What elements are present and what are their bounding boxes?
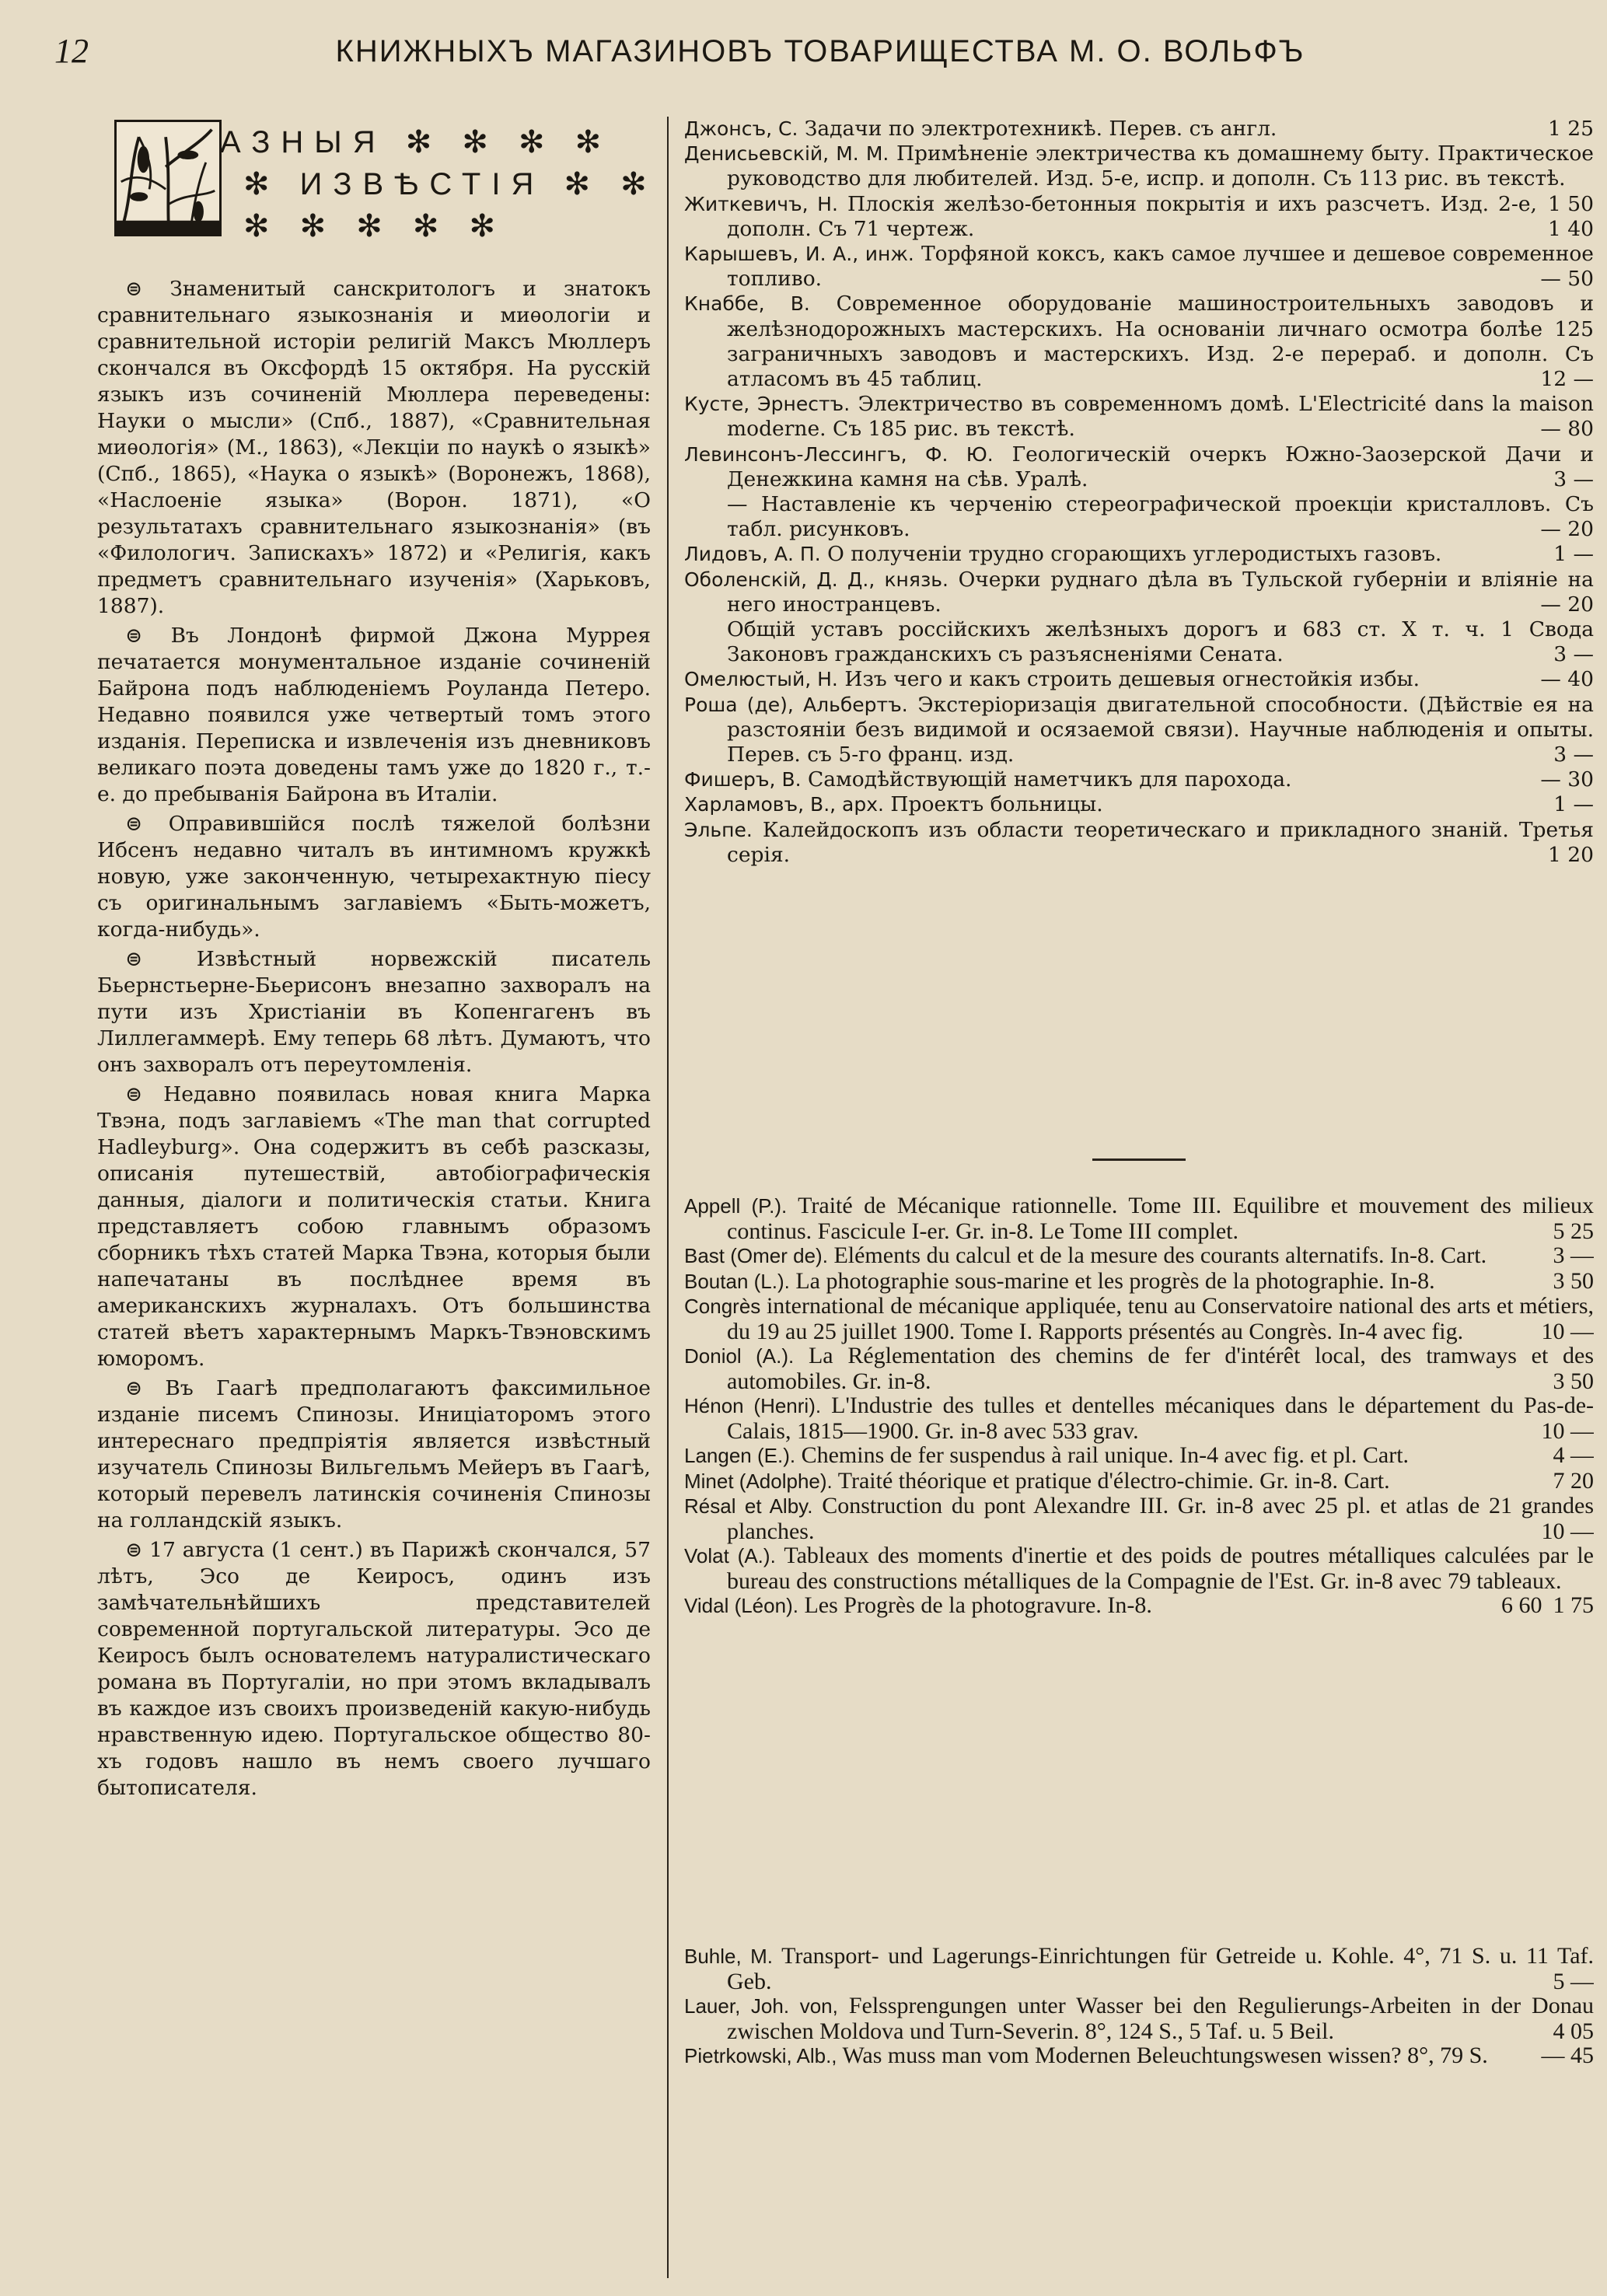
book-author: Левинсонъ-Лессингъ, Ф. Ю.	[684, 442, 994, 466]
book-entry	[684, 1193, 1594, 1243]
book-author: Appell (P.).	[684, 1194, 788, 1218]
book-title: — Наставленіе къ черченію стереографической проекціи кристалловъ. Съ табл. рисунковъ.	[727, 492, 1594, 542]
book-entry	[684, 192, 1594, 242]
book-author: Оболенскій, Д. Д., князь.	[684, 568, 948, 591]
book-price: 6 60	[1501, 1592, 1542, 1618]
book-title: La Réglementation des chemins de fer d'intérêt local, des tramways et des automobiles. Gr. in-8.	[727, 1343, 1594, 1394]
book-price: 10 —	[1541, 1318, 1594, 1344]
book-title: Задачи по электротехникѣ. Перев. съ англ.	[804, 117, 1277, 141]
book-price: 4 —	[1553, 1442, 1594, 1468]
book-price: 12 —	[1540, 367, 1594, 392]
book-entry	[684, 1393, 1594, 1443]
book-author: Bast (Omer de).	[684, 1244, 828, 1267]
book-price: 3 —	[1553, 743, 1594, 767]
book-entry	[684, 693, 1594, 768]
book-price: 3 —	[1553, 467, 1594, 491]
book-author: Langen (E.).	[684, 1444, 796, 1467]
book-price: 1 —	[1553, 792, 1594, 817]
news-item: ⊜ Недавно появилась новая книга Марка Твэна, подъ заглавіемъ «The man that corrupted Hadleyburg». Она содержитъ въ себѣ разсказы, описанія путешествій, автобіографическія данныя, діалоги и политическія статьи. Книга представляетъ собою главнымъ образомъ сборникъ тѣхъ статей Марка Твэна, которыя были напечатаны въ послѣднее время въ американскихъ журналахъ. Отъ большинства статей вѣетъ характернымъ Маркъ-Твэновскимъ юморомъ.	[97, 1082, 651, 1371]
book-price: — 20	[1540, 517, 1594, 542]
book-price: 3 —	[1553, 1242, 1594, 1268]
russian-books-list	[684, 117, 1594, 1127]
book-author: Фишеръ, В.	[684, 768, 802, 792]
book-price: 1 40	[1547, 216, 1594, 241]
book-entry	[684, 492, 1594, 542]
book-entry	[684, 1593, 1594, 1619]
header-title: КНИЖНЫХЪ МАГАЗИНОВЪ ТОВАРИЩЕСТВА М. О. ВОЛЬФЪ	[335, 34, 1305, 68]
book-entry	[684, 117, 1594, 142]
book-author: Кусте, Эрнестъ.	[684, 393, 851, 416]
book-author: Doniol (A.).	[684, 1344, 795, 1368]
book-author: Volat (A.).	[684, 1544, 776, 1567]
book-price: 5 —	[1553, 1968, 1594, 1994]
french-books-list	[684, 1193, 1594, 1870]
book-author: Лидовъ, А. П.	[684, 543, 821, 566]
book-title: Общій уставъ россійскихъ желѣзныхъ дорогъ и 683 ст. X т. ч. 1 Свода Законовъ гражданскихъ съ разъясненіями Сената.	[727, 617, 1594, 667]
heading-line-2: ✻ ИЗВѢСТІЯ ✻ ✻	[243, 167, 658, 201]
book-price: — 80	[1540, 417, 1594, 442]
book-entry	[684, 667, 1594, 692]
book-price: 7 20	[1553, 1467, 1594, 1494]
book-title: Was muss man vom Modernen Beleuchtungswesen wissen? 8°, 79 S.	[842, 2043, 1488, 2068]
book-entry	[684, 292, 1594, 392]
book-entry	[684, 1344, 1594, 1393]
news-item: ⊜ 17 августа (1 сент.) въ Парижѣ скончался, 57 лѣтъ, Эсо де Кеиросъ, одинъ изъ замѣчательнѣйшихъ представителей современной португальской литературы. Эсо де Кеиросъ былъ основателемъ натуралистическаго романа въ Португаліи, но при этомъ вкладывалъ въ каждое изъ своихъ произведеній какую-нибудь нравственную идею. Португальское общество 80-хъ годовъ нашло въ немъ своего лучшаго бытописателя.	[97, 1538, 651, 1800]
book-price: 3 50	[1553, 1368, 1594, 1394]
news-item: ⊜ Въ Лондонѣ фирмой Джона Муррея печатается монументальное изданіе сочиненій Байрона подъ наблюденіемъ Роуланда Петеро. Недавно появился уже четвертый томъ этого изданія. Переписка и извлеченія изъ дневниковъ великаго поэта доведены тамъ уже до 1820 г., т.-е. до пребыванія Байрона въ Италіи.	[97, 624, 651, 806]
book-entry	[684, 1243, 1594, 1269]
book-price: 1 —	[1553, 542, 1594, 567]
book-title: Construction du pont Alexandre III. Gr. in-8 avec 25 pl. et atlas de 21 grandes planches.	[727, 1493, 1594, 1544]
book-title: Изъ чего и какъ строить дешевыя огнестойкія избы.	[844, 667, 1420, 692]
ornamental-initial-icon	[114, 120, 222, 236]
book-entry	[684, 792, 1594, 817]
book-entry	[684, 242, 1594, 292]
book-title: О полученіи трудно сгорающихъ углеродистыхъ газовъ.	[827, 542, 1442, 567]
news-heading	[97, 117, 658, 276]
book-title: Современное оборудованіе машиностроительныхъ заводовъ и желѣзнодорожныхъ мастерскихъ. На основаніи личнаго осмотра болѣе 125 заграничныхъ заводовъ и мастерскихъ. Изд. 2-е перераб. и дополн. Съ атласомъ въ 45 таблиц.	[727, 292, 1594, 392]
book-price: 10 —	[1541, 1417, 1594, 1444]
book-list-column	[684, 117, 1594, 2161]
book-entry	[684, 818, 1594, 868]
book-title: Примѣненіе электричества къ домашнему быту. Практическое руководство для любителей. Изд. 5-е, испр. и дополн. Съ 113 рис. въ текстѣ.	[727, 142, 1594, 191]
running-head	[54, 31, 1586, 78]
book-author: Pietrkowski, Alb.,	[684, 2044, 837, 2067]
book-price: 1 25	[1547, 117, 1594, 141]
book-title: Торфяной коксъ, какъ самое лучшее и дешевое современное топливо.	[727, 242, 1594, 292]
book-title: La photographie sous-marine et les progrès de la photographie. In-8.	[795, 1267, 1435, 1294]
book-title: L'Industrie des tulles et dentelles mécaniques dans le département du Pas-de-Calais, 1815—1900. Gr. in-8 avec 533 grav.	[727, 1393, 1594, 1444]
book-price: 10 —	[1541, 1518, 1594, 1544]
book-title: Transport- und Lagerungs-Einrichtungen für Getreide u. Kohle. 4°, 71 S. u. 11 Taf. Geb.	[727, 1944, 1594, 1994]
book-author: Lauer, Joh. von,	[684, 1994, 838, 2018]
book-author: Карышевъ, И. А., инж.	[684, 243, 914, 266]
book-author: Харламовъ, В., арх.	[684, 793, 884, 816]
book-entry	[684, 1294, 1594, 1344]
book-entry	[684, 1469, 1594, 1494]
book-entry	[684, 442, 1594, 492]
book-author: Житкевичъ, Н.	[684, 192, 838, 215]
book-author: Джонсъ, С.	[684, 117, 798, 140]
news-item: ⊜ Извѣстный норвежскій писатель Бьернстьерне-Бьерисонъ внезапно захворалъ на пути изъ Христіаніи въ Копенгагенъ въ Лиллегаммерѣ. Ему теперь 68 лѣтъ. Думаютъ, что онъ захворалъ отъ переутомленія.	[97, 947, 651, 1077]
page-number: 12	[54, 32, 89, 70]
book-title: Traité théorique et pratique d'électro-chimie. Gr. in-8. Cart.	[837, 1467, 1390, 1494]
news-heading-text	[220, 121, 658, 247]
section-divider	[1092, 1158, 1186, 1161]
book-title: Eléments du calcul et de la mesure des courants alternatifs. In-8. Cart.	[833, 1242, 1487, 1268]
book-price: 3 50	[1553, 1267, 1594, 1294]
book-title: Felssprengungen unter Wasser bei den Regulierungs-Arbeiten in der Donau zwischen Moldova und Turn-Severin. 8°, 124 S., 5 Taf. u. 5 Beil.	[727, 1993, 1594, 2044]
book-title: Электричество въ современномъ домѣ. L'Electricité dans la maison moderne. Съ 185 рис. въ текстѣ.	[727, 392, 1594, 442]
book-title: Плоскія желѣзо-бетонныя покрытія и ихъ разсчетъ. Изд. 2-е, дополн. Съ 71 чертеж.	[727, 191, 1537, 241]
book-price: — 20	[1540, 592, 1594, 617]
book-entry	[684, 568, 1594, 617]
book-title: Геологическій очеркъ Южно-Заозерской Дачи и Денежкина камня на сѣв. Уралѣ.	[727, 442, 1594, 491]
book-entry	[684, 2043, 1594, 2069]
news-item: ⊜ Знаменитый санскритологъ и знатокъ сравнительнаго языкознанія и миѳологіи и сравнительной исторіи религій Максъ Мюллеръ скончался въ Оксфордѣ 15 октября. На русскій языкъ изъ сочиненій Мюллера переведены: Науки о мысли» (Спб., 1887), «Сравнительная миѳологія» (М., 1863), «Лекціи по наукѣ о языкѣ» (Спб., 1865), «Наука о языкѣ» (Воронежъ, 1868), «Наслоеніе языка» (Ворон. 1871), «О результатахъ сравнительнаго языкознанія» (въ «Филологич. Запискахъ» 1872) и «Религія, какъ предметъ сравнительнаго изученія» (Харьковъ, 1887).	[97, 277, 651, 618]
book-title: Калейдоскопъ изъ области теоретическаго и прикладного знаній. Третья серія.	[727, 817, 1594, 867]
book-author: Buhle, M.	[684, 1945, 773, 1968]
book-price: 5 25	[1553, 1218, 1594, 1244]
book-entry	[684, 1994, 1594, 2043]
book-title: Les Progrès de la photogravure. In-8.	[804, 1592, 1152, 1618]
book-price: 3 —	[1553, 642, 1594, 667]
book-entry	[684, 767, 1594, 792]
book-author: Денисьевскій, М. М.	[684, 142, 889, 166]
book-entry	[684, 392, 1594, 442]
german-books-list	[684, 1944, 1594, 2161]
news-column	[97, 117, 658, 1805]
book-price: 1 75	[1553, 1592, 1594, 1618]
book-title: Экстеріоризація двигательной способности. (Дѣйствіе ея на разстояніи безъ видимой и осязаемой связи). Научные наблюденія и опыты. Перев. съ 5-го франц. изд.	[727, 692, 1594, 767]
book-price: 4 05	[1553, 2018, 1594, 2044]
book-title: Tableaux des moments d'inertie et des poids de poutres métalliques calculées par le bureau des constructions métalliques de la Compagnie de l'Est. Gr. in-8 avec 79 tableaux.	[727, 1543, 1594, 1594]
news-item: ⊜ Оправившійся послѣ тяжелой болѣзни Ибсенъ недавно читалъ въ интимномъ кружкѣ новую, уже законченную, четырехактную піесу съ оригинальнымъ заглавіемъ «Быть-можетъ, когда-нибудь».	[97, 812, 651, 942]
news-item: ⊜ Въ Гаагѣ предполагаютъ факсимильное изданіе писемъ Спинозы. Иниціаторомъ этого интереснаго предпріятія является извѣстный изучатель Спинозы Вильгельмъ Мейеръ въ Гаагѣ, который перевелъ латинскія сочиненія Спинозы на голландскій языкъ.	[97, 1376, 651, 1532]
book-title: Chemins de fer suspendus à rail unique. In-4 avec fig. et pl. Cart.	[801, 1442, 1410, 1468]
book-entry	[684, 1494, 1594, 1543]
book-author: Hénon (Henri).	[684, 1394, 822, 1417]
book-entry	[684, 1269, 1594, 1295]
book-author: Vidal (Léon).	[684, 1594, 798, 1617]
book-author: Résal et Alby.	[684, 1494, 813, 1518]
book-entry	[684, 1944, 1594, 1994]
book-price: 1 50	[1547, 191, 1594, 216]
book-title: international de mécanique appliquée, tenu au Conservatoire national des arts et métiers, du 19 au 25 juillet 1900. Tome I. Rapports présentés au Congrès. In-4 avec fig.	[727, 1293, 1594, 1344]
book-author: Boutan (L.).	[684, 1269, 790, 1293]
heading-line-1: АЗНЫЯ ✻ ✻ ✻ ✻	[220, 125, 613, 159]
book-title: Очерки руднаго дѣла въ Тульской губерніи и вліяніе на него иностранцевъ.	[727, 567, 1594, 617]
book-price: — 45	[1541, 2043, 1594, 2068]
book-author: Эльпе.	[684, 818, 753, 841]
book-entry	[684, 617, 1594, 667]
book-author: Омелюстый, Н.	[684, 668, 838, 691]
book-author: Кнаббе, В.	[684, 292, 810, 316]
book-price: — 30	[1540, 767, 1594, 792]
book-title: Самодѣйствующій наметчикъ для парохода.	[808, 767, 1292, 792]
heading-line-3: ✻ ✻ ✻ ✻ ✻	[243, 209, 507, 243]
book-price: — 40	[1540, 667, 1594, 692]
book-author: Роша (де), Альбертъ.	[684, 693, 908, 716]
news-list	[97, 276, 651, 1802]
book-author: Congrès	[684, 1295, 761, 1318]
book-price: 1 20	[1547, 842, 1594, 867]
book-price: — 50	[1540, 267, 1594, 292]
book-entry	[684, 542, 1594, 567]
section-gap	[684, 1870, 1594, 1944]
book-title: Проектъ больницы.	[890, 792, 1103, 817]
book-entry	[684, 1443, 1594, 1469]
book-author: Minet (Adolphe).	[684, 1469, 833, 1493]
column-divider	[667, 117, 669, 2278]
book-title: Traité de Mécanique rationnelle. Tome III. Equilibre et mouvement des milieux continus. Fascicule I-er. Gr. in-8. Le Tome III complet.	[727, 1193, 1594, 1244]
